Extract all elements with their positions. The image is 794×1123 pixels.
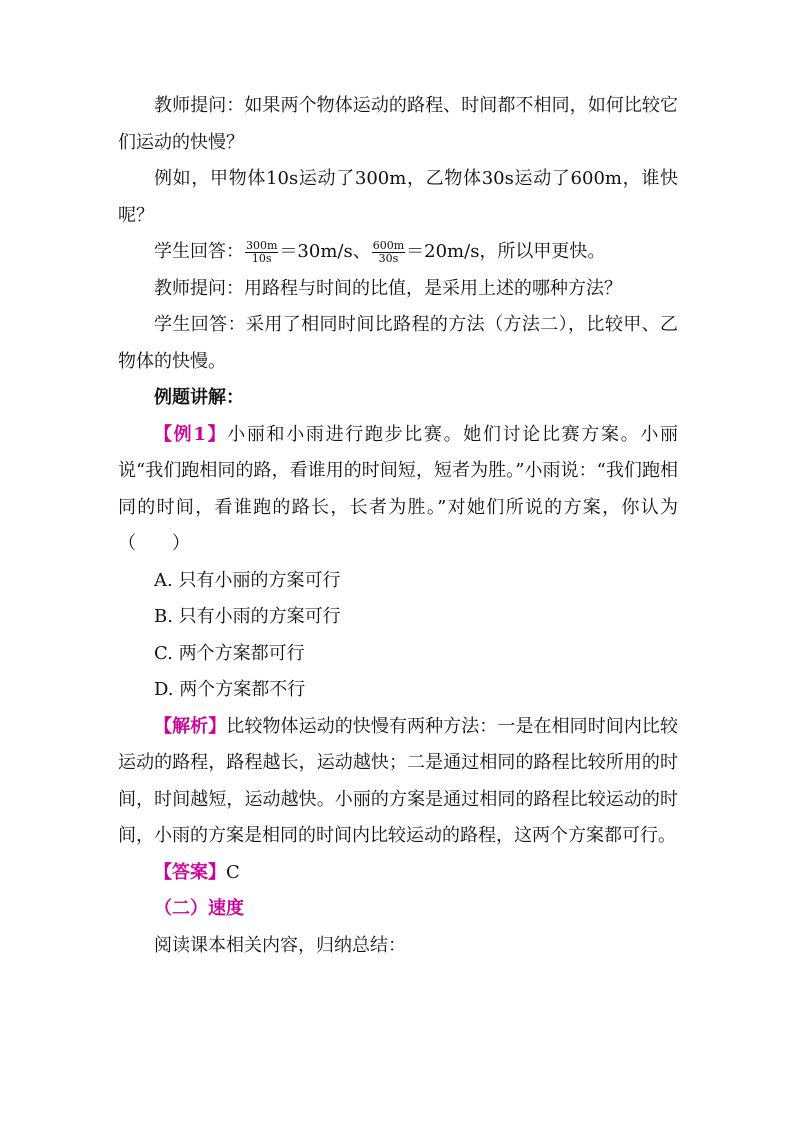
reading-instruction: 阅读课本相关内容，归纳总结： xyxy=(154,934,406,956)
example-label: 【例1】 xyxy=(154,423,228,445)
student-answer-2: 学生回答：采用了相同时间比路程的方法（方法二），比较甲、乙物体的快慢。 xyxy=(118,314,678,372)
fraction-1-numerator: 300m xyxy=(246,238,278,252)
analysis-text: 比较物体运动的快慢有两种方法：一是在相同时间内比较运动的路程，路程越长，运动越快；二是通过相同的路程比较所用的时间，时间越短，运动越快。小丽的方案是通过相同的路程比较运动的时间，小雨的方案是相同的时间内比较运动的路程，这两个方案都可行。 xyxy=(118,715,679,846)
teacher-question-1: 教师提问：如果两个物体运动的路程、时间都不相同，如何比较它们运动的快慢？ xyxy=(118,95,678,153)
fraction-1-denominator: 10s xyxy=(251,251,272,265)
example-statement: 例如，甲物体10s运动了300m，乙物体30s运动了600m，谁快呢？ xyxy=(118,168,678,226)
option-c: C. 两个方案都可行 xyxy=(154,642,305,664)
option-a: A. 只有小丽的方案可行 xyxy=(154,569,341,591)
fraction-2-numerator: 600m xyxy=(372,238,405,252)
answer-suffix: ＝20m/s，所以甲更快。 xyxy=(406,241,606,262)
analysis xyxy=(118,709,678,855)
document-body xyxy=(118,88,678,964)
option-b: B. 只有小雨的方案可行 xyxy=(154,606,341,627)
analysis-label: 【解析】 xyxy=(154,715,227,737)
answer-mid: ＝30m/s、 xyxy=(279,241,371,262)
option-d: D. 两个方案都不行 xyxy=(154,679,306,700)
teacher-question-2: 教师提问：用路程与时间的比值，是采用上述的哪种方法？ xyxy=(154,277,622,299)
fraction-2-denominator: 30s xyxy=(378,251,399,265)
example-1 xyxy=(118,417,678,563)
example-text: 小丽和小雨进行跑步比赛。她们讨论比赛方案。小丽说“我们跑相同的路，看谁用的时间短，短者为胜。”小雨说：“我们跑相同的时间，看谁跑的路长，长者为胜。”对她们所说的方案，你认为（ ） xyxy=(118,423,678,554)
fraction-1 xyxy=(245,240,278,265)
answer-value: C xyxy=(226,861,240,883)
answer xyxy=(118,855,678,892)
section-heading: （二）速度 xyxy=(154,898,244,919)
student-answer-1 xyxy=(118,234,678,271)
example-heading: 例题讲解： xyxy=(154,387,244,408)
fraction-2 xyxy=(372,240,405,265)
answer-label: 【答案】 xyxy=(154,861,226,883)
answer-prefix: 学生回答： xyxy=(154,241,244,262)
